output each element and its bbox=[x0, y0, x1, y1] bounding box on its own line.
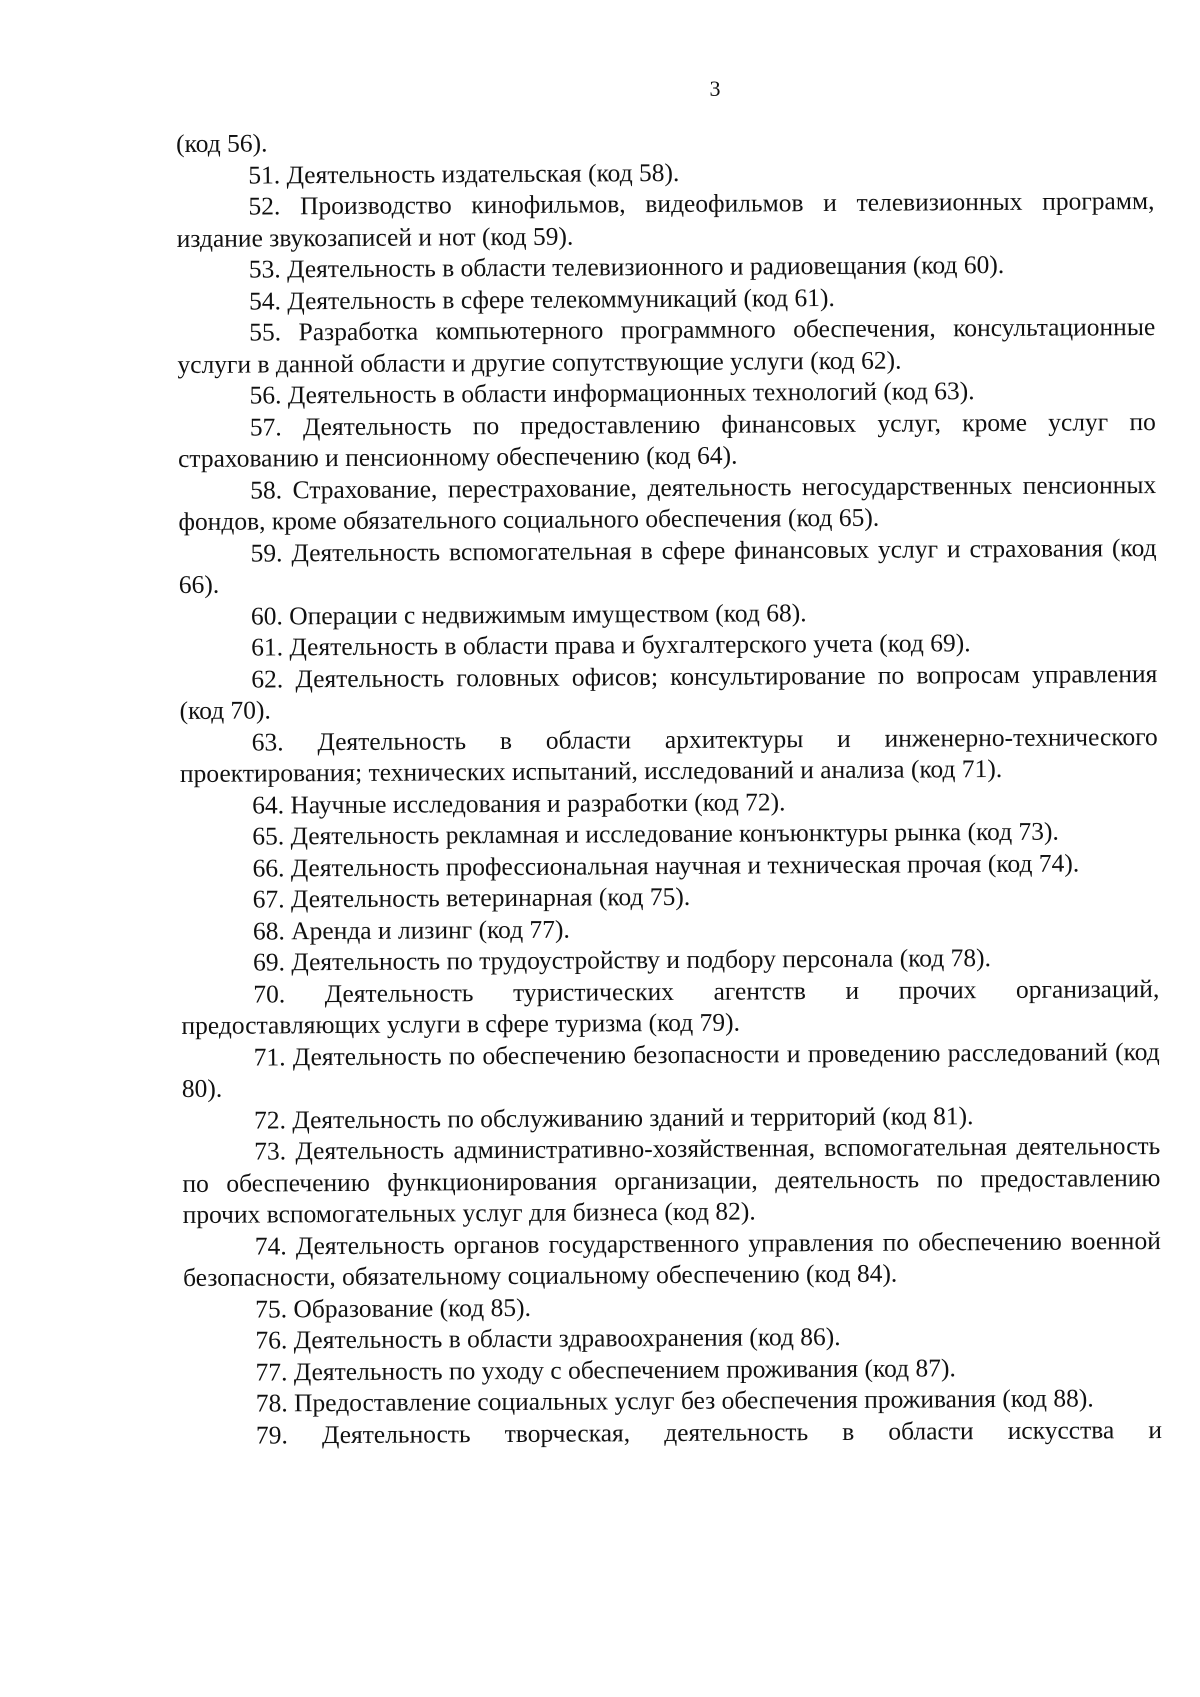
list-item: 54. Деятельность в сфере телекоммуникаций (код 61). bbox=[248, 282, 835, 316]
list-item: 59. Деятельность вспомогательная в сфере финансовых услуг и страхования (код 66). bbox=[178, 532, 1157, 599]
list-item: 78. Предоставление социальных услуг без обеспечения проживания (код 88). bbox=[255, 1383, 1094, 1418]
list-item: 68. Аренда и лизинг (код 77). bbox=[252, 914, 570, 946]
list-item: 67. Деятельность ветеринарная (код 75). bbox=[252, 881, 691, 914]
list-item: 61. Деятельность в области права и бухгалтерского учета (код 69). bbox=[251, 628, 971, 662]
list-item: 56. Деятельность в области информационных технологий (код 63). bbox=[249, 376, 975, 410]
list-item: (код 56). bbox=[176, 128, 268, 158]
list-item: 63. Деятельность в области архитектуры и инженерно-технического проектирования; технических испытаний, исследований и анализа (код 71). bbox=[179, 721, 1158, 788]
list-item: 72. Деятельность по обслуживанию зданий и территорий (код 81). bbox=[253, 1100, 974, 1135]
list-item: 65. Деятельность рекламная и исследование конъюнктуры рынка (код 73). bbox=[252, 816, 1059, 851]
list-item: 55. Разработка компьютерного программного обеспечения, консультационные услуги в данной области и другие сопутствующие услуги (код 62). bbox=[177, 312, 1156, 379]
page-number: 3 bbox=[709, 76, 721, 101]
document-body bbox=[176, 122, 1162, 1451]
list-item: 74. Деятельность органов государственного управления по обеспечению военной безопасности, обязательному социальному обеспечению (код 84). bbox=[182, 1225, 1161, 1292]
list-item: 77. Деятельность по уходу с обеспечением проживания (код 87). bbox=[255, 1352, 956, 1387]
list-item: 60. Операции с недвижимым имуществом (код 68). bbox=[250, 597, 807, 631]
list-item: 53. Деятельность в области телевизионного и радиовещания (код 60). bbox=[248, 249, 1005, 284]
list-item: 79. Деятельность творческая, деятельность в области искусства и bbox=[255, 1414, 1163, 1450]
list-item: 70. Деятельность туристических агентств и прочих организаций, предоставляющих услуги в сфере туризма (код 79). bbox=[181, 973, 1160, 1040]
list-item: 58. Страхование, перестрахование, деятельность негосударственных пенсионных фондов, кроме обязательного социального обеспечения (код 65). bbox=[178, 469, 1157, 536]
list-item: 75. Образование (код 85). bbox=[255, 1292, 532, 1324]
list-item: 73. Деятельность административно-хозяйственная, вспомогательная деятельность по обеспечению функционирования организации, деятельность по предоставлению прочих вспомогательных услуг для бизнеса (код 82). bbox=[182, 1131, 1161, 1229]
list-item: 66. Деятельность профессиональная научная и техническая прочая (код 74). bbox=[252, 847, 1080, 883]
list-item: 64. Научные исследования и разработки (код 72). bbox=[252, 786, 786, 820]
list-item: 71. Деятельность по обеспечению безопасности и проведению расследований (код 80). bbox=[181, 1036, 1160, 1103]
list-item: 51. Деятельность издательская (код 58). bbox=[248, 157, 680, 190]
list-item: 52. Производство кинофильмов, видеофильмов и телевизионных программ, издание звукозаписей и нот (код 59). bbox=[176, 186, 1155, 253]
list-item: 76. Деятельность в области здравоохранения (код 86). bbox=[255, 1321, 841, 1355]
list-item: 57. Деятельность по предоставлению финансовых услуг, кроме услуг по страхованию и пенсионному обеспечению (код 64). bbox=[177, 406, 1156, 473]
list-item: 62. Деятельность головных офисов; консультирование по вопросам управления (код 70). bbox=[179, 658, 1158, 725]
list-item: 69. Деятельность по трудоустройству и подбору персонала (код 78). bbox=[253, 943, 992, 977]
